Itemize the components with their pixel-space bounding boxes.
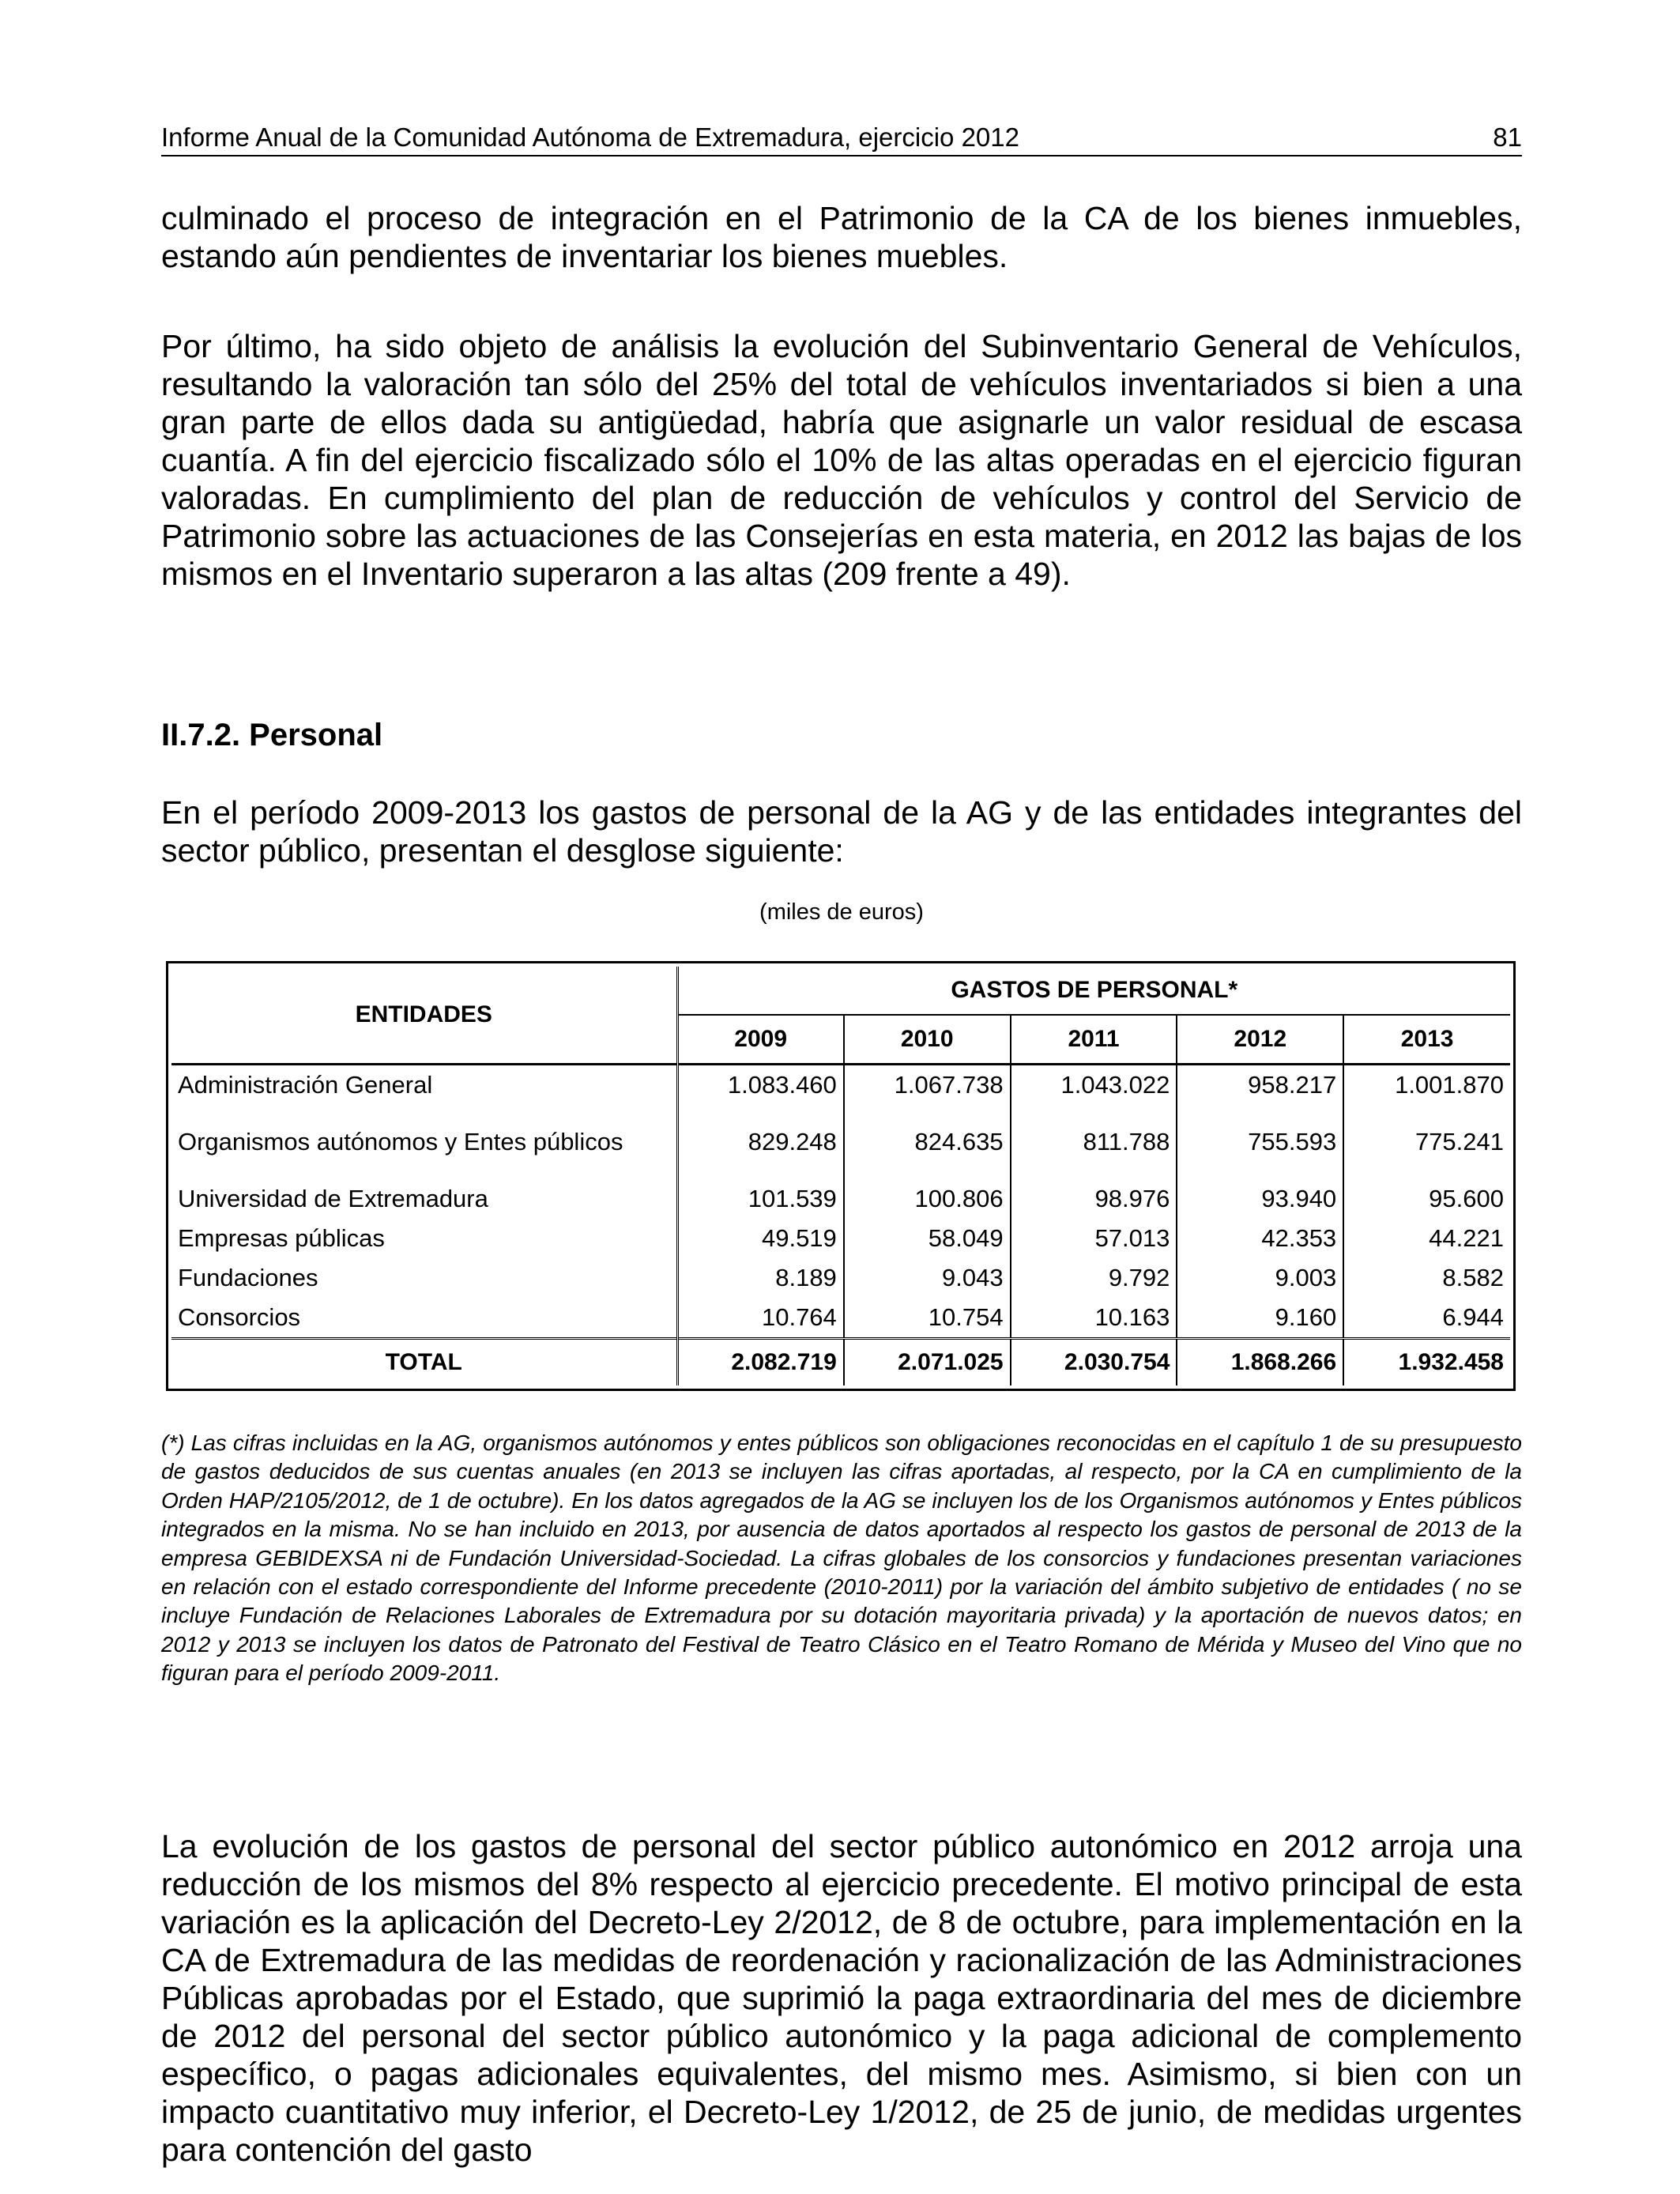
table-unit-note: (miles de euros) bbox=[759, 899, 924, 925]
value-cell: 824.635 bbox=[844, 1122, 1011, 1162]
value-cell: 9.003 bbox=[1177, 1258, 1343, 1298]
entity-name: Administración General bbox=[171, 1065, 677, 1106]
value-cell: 10.754 bbox=[844, 1298, 1011, 1339]
value-cell: 6.944 bbox=[1442, 1302, 1504, 1331]
page-header bbox=[161, 117, 1522, 156]
total-value-cell: 2.030.754 bbox=[1011, 1339, 1177, 1386]
entities-header: ENTIDADES bbox=[171, 967, 677, 1065]
value-cell: 57.013 bbox=[1011, 1219, 1177, 1258]
value-cell: 100.806 bbox=[844, 1179, 1011, 1219]
value-cell: 10.163 bbox=[1011, 1298, 1177, 1339]
year-header: 2012 bbox=[1177, 1015, 1343, 1065]
paragraph-2: Por último, ha sido objeto de análisis la evolución del Subinventario General de Vehículos, resultando la valoración tan sólo del 25% del total de vehículos inventariados si bien a una gran parte de ellos dada su antigüedad, habría que asignarle un valor residual de escasa cuantía. A fin del ejercicio fiscalizado sólo el 10% de las altas operadas en el ejercicio figuran valoradas. En cumplimiento del plan de reducción de vehículos y control del Servicio de Patrimonio sobre las actuaciones de las Consejerías en esta materia, en 2012 las bajas de los mismos en el Inventario superaron a las altas (209 frente a 49). bbox=[161, 328, 1522, 592]
page-number: 81 bbox=[1493, 123, 1522, 152]
value-cell: 829.248 bbox=[677, 1122, 844, 1162]
total-row bbox=[171, 1339, 1510, 1386]
year-header: 2011 bbox=[1011, 1015, 1177, 1065]
table-row bbox=[171, 1065, 1510, 1106]
value-cell: 1.067.738 bbox=[844, 1065, 1011, 1106]
table-row bbox=[171, 1122, 1510, 1162]
year-header: 2013 bbox=[1343, 1015, 1510, 1065]
total-value-cell: 1.932.458 bbox=[1343, 1339, 1510, 1386]
spacer-row bbox=[171, 1162, 1510, 1179]
value-cell: 58.049 bbox=[844, 1219, 1011, 1258]
paragraph-1: culminado el proceso de integración en el Patrimonio de la CA de los bienes inmuebles, estando aún pendientes de inventariar los bienes muebles. bbox=[161, 200, 1522, 274]
personnel-expenses-header: GASTOS DE PERSONAL* bbox=[677, 967, 1510, 1015]
value-cell: 755.593 bbox=[1177, 1122, 1343, 1162]
table-row bbox=[171, 1179, 1510, 1219]
value-cell: 10.764 bbox=[677, 1298, 844, 1339]
table-footnote: (*) Las cifras incluidas en la AG, organismos autónomos y entes públicos son obligaciones reconocidas en el capítulo 1 de su presupuesto de gastos deducidos de sus cuentas anuales (en 2013 se incluyen las cifras aportadas, al respecto, por la CA en cumplimiento de la Orden HAP/2105/2012, de 1 de octubre). En los datos agregados de la AG se incluyen los de los Organismos autónomos y Entes públicos integrados en la misma. No se han incluido en 2013, por ausencia de datos aportados al respecto los gastos de personal de 2013 de la empresa GEBIDEXSA ni de Fundación Universidad-Sociedad. La cifras globales de los consorcios y fundaciones presentan variaciones en relación con el estado correspondiente del Informe precedente (2010-2011) por la variación del ámbito subjetivo de entidades ( no se incluye Fundación de Relaciones Laborales de Extremadura por su dotación mayoritaria privada) y la aportación de nuevos datos; en 2012 y 2013 se incluyen los datos de Patronato del Festival de Teatro Clásico en el Teatro Romano de Mérida y Museo del Vino que no figuran para el período 2009-2011. bbox=[161, 1431, 1522, 1686]
header-title: Informe Anual de la Comunidad Autónoma de Extremadura, ejercicio 2012 bbox=[161, 123, 1019, 152]
value-cell: 811.788 bbox=[1011, 1122, 1177, 1162]
personnel-expenses-table bbox=[166, 961, 1516, 1391]
total-value-cell: 2.071.025 bbox=[844, 1339, 1011, 1386]
value-cell: 49.519 bbox=[677, 1219, 844, 1258]
table-header-row bbox=[171, 967, 1510, 1015]
value-cell: 44.221 bbox=[1429, 1223, 1504, 1252]
entity-name: Empresas públicas bbox=[171, 1219, 677, 1258]
value-cell: 1.001.870 bbox=[1395, 1071, 1504, 1099]
value-cell: 9.043 bbox=[844, 1258, 1011, 1298]
value-cell: 1.083.460 bbox=[677, 1065, 844, 1106]
expenses-table bbox=[171, 967, 1510, 1385]
entity-name: Consorcios bbox=[171, 1298, 677, 1339]
entity-name: Universidad de Extremadura bbox=[171, 1179, 677, 1219]
total-value-cell: 2.082.719 bbox=[677, 1339, 844, 1386]
year-header: 2010 bbox=[844, 1015, 1011, 1065]
table-row bbox=[171, 1298, 1510, 1339]
table-row bbox=[171, 1219, 1510, 1258]
value-cell: 42.353 bbox=[1177, 1219, 1343, 1258]
value-cell: 8.189 bbox=[677, 1258, 844, 1298]
value-cell: 775.241 bbox=[1414, 1128, 1504, 1156]
paragraph-4: La evolución de los gastos de personal del sector público autonómico en 2012 arroja una reducción de los mismos del 8% respecto al ejercicio precedente. El motivo principal de esta variación es la aplicación del Decreto-Ley 2/2012, de 8 de octubre, para implementación en la CA de Extremadura de las medidas de reordenación y racionalización de las Administraciones Públicas aprobadas por el Estado, que suprimió la paga extraordinaria del mes de diciembre de 2012 del personal del sector público autonómico y la paga adicional de complemento específico, o pagas adicionales equivalentes, del mismo mes. Asimismo, si bien con un impacto cuantitativo muy inferior, el Decreto-Ley 1/2012, de 25 de junio, de medidas urgentes para contención del gasto bbox=[161, 1828, 1522, 2168]
value-cell: 95.600 bbox=[1429, 1185, 1504, 1213]
entity-name: Organismos autónomos y Entes públicos bbox=[171, 1122, 677, 1162]
spacer-row bbox=[171, 1105, 1510, 1122]
value-cell: 9.792 bbox=[1011, 1258, 1177, 1298]
value-cell: 101.539 bbox=[677, 1179, 844, 1219]
value-cell: 93.940 bbox=[1177, 1179, 1343, 1219]
value-cell: 958.217 bbox=[1177, 1065, 1343, 1106]
section-heading: II.7.2. Personal bbox=[161, 718, 383, 752]
paragraph-3: En el período 2009-2013 los gastos de personal de la AG y de las entidades integrantes del sector público, presentan el desglose siguiente: bbox=[161, 794, 1522, 869]
year-header: 2009 bbox=[677, 1015, 844, 1065]
value-cell: 98.976 bbox=[1011, 1179, 1177, 1219]
entity-name: Fundaciones bbox=[171, 1258, 677, 1298]
value-cell: 9.160 bbox=[1177, 1298, 1343, 1339]
value-cell: 1.043.022 bbox=[1011, 1065, 1177, 1106]
value-cell: 8.582 bbox=[1442, 1263, 1504, 1291]
table-row bbox=[171, 1258, 1510, 1298]
total-value-cell: 1.868.266 bbox=[1177, 1339, 1343, 1386]
total-label: TOTAL bbox=[171, 1339, 677, 1386]
